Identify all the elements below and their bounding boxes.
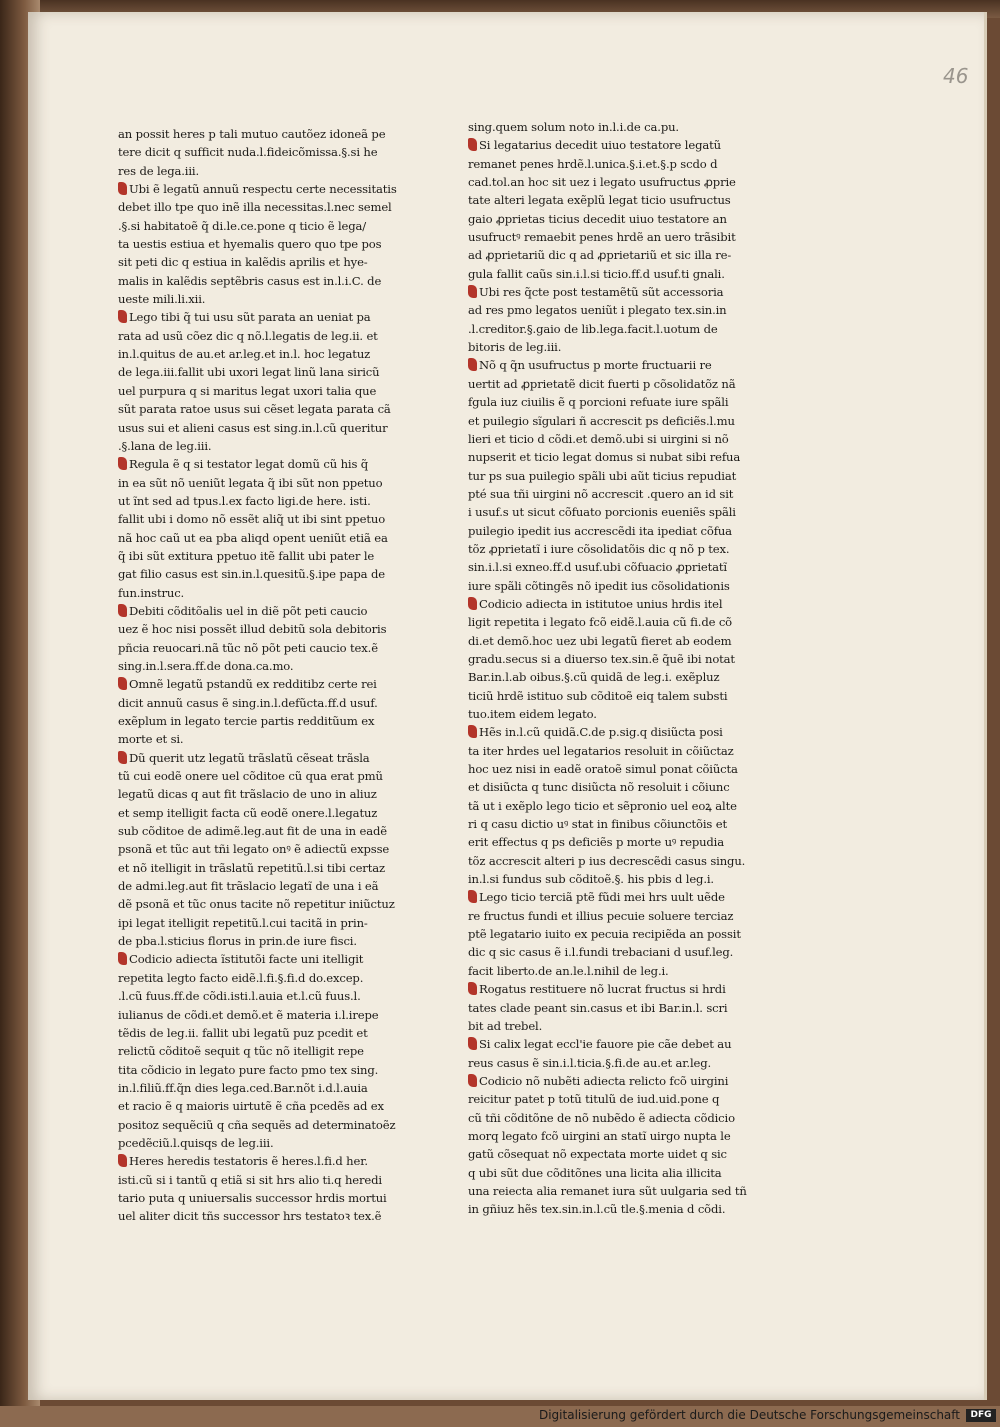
- text-line: [468, 1035, 786, 1053]
- line-text: isti.cũ si i tantũ q etiã si sit hrs alio ti.q heredi: [118, 1172, 382, 1187]
- text-line: [468, 155, 786, 173]
- text-line: [468, 265, 786, 283]
- line-text: in gñiuz hẽs tex.sin.in.l.cũ tle.§.menia d cõdi.: [468, 1202, 726, 1217]
- text-line: [468, 760, 786, 778]
- text-line: [468, 412, 786, 430]
- text-line: [468, 558, 786, 576]
- text-line: [468, 742, 786, 760]
- red-rubric-initial: [468, 358, 477, 371]
- text-line: [468, 393, 786, 411]
- text-line: [468, 577, 786, 595]
- line-text: debet illo tpe quo inẽ illa necessitas.l.nec semel: [118, 200, 392, 215]
- right-text-column: [468, 118, 786, 1219]
- line-text: .§.si habitatoẽ q̃ di.le.ce.pone q ticio ẽ lega/: [118, 218, 367, 233]
- text-line: [468, 540, 786, 558]
- line-text: hoc uez nisi in eadẽ oratoẽ simul ponat cõiũcta: [468, 762, 738, 777]
- text-line: [468, 925, 786, 943]
- line-text: sit peti dic q estiua in kalẽdis aprilis et hye-: [118, 255, 368, 270]
- line-text: fallit ubi i domo nõ essẽt aliq̃ ut ibi sint ppetuo: [118, 512, 386, 527]
- text-line: [468, 191, 786, 209]
- text-line: [468, 485, 786, 503]
- line-text: relictũ cõditoẽ sequit q tũc nõ itelligit repe: [118, 1044, 364, 1059]
- text-line: [118, 1134, 430, 1152]
- text-line: [118, 510, 430, 528]
- red-rubric-initial: [468, 1074, 477, 1087]
- text-line: [118, 382, 430, 400]
- text-line: [118, 419, 430, 437]
- line-text: Lego tibi q̃ tui usu sũt parata an ueniat pa: [129, 310, 371, 325]
- text-line: [118, 125, 430, 143]
- text-line: [468, 650, 786, 668]
- text-line: [468, 595, 786, 613]
- text-line: [118, 749, 430, 767]
- text-line: [468, 430, 786, 448]
- text-line: [468, 980, 786, 998]
- line-text: cad.tol.an hoc sit uez i legato usufructus ꝓprie: [468, 175, 736, 190]
- line-text: Regula ẽ q si testator legat domũ cũ his q̃: [129, 457, 369, 472]
- line-text: et disiũcta q tunc disiũcta nõ resoluit i cõiunc: [468, 780, 730, 795]
- text-line: [468, 888, 786, 906]
- line-text: re fructus fundi et illius pecuie soluere terciaz: [468, 908, 734, 923]
- line-text: tates clade peant sin.casus et ibi Bar.in.l. scri: [468, 1000, 728, 1015]
- line-text: Heres heredis testatoris ẽ heres.l.fi.d her.: [129, 1154, 368, 1169]
- line-text: Ubi ẽ legatũ annuũ respectu certe necessitatis: [129, 182, 397, 197]
- line-text: tẽdis de leg.ii. fallit ubi legatũ puz pcedit et: [118, 1025, 368, 1040]
- line-text: Codicio adiecta in istitutoe unius hrdis itel: [479, 596, 723, 611]
- text-line: [468, 338, 786, 356]
- line-text: i usuf.s ut sicut cõfuato porcionis eueniẽs spãli: [468, 505, 736, 520]
- text-line: [118, 932, 430, 950]
- line-text: Si calix legat eccl'ie fauore pie cãe debet au: [479, 1037, 732, 1052]
- text-line: [118, 969, 430, 987]
- line-text: erit effectus q ps deficiẽs p morte uꝰ repudia: [468, 835, 724, 850]
- line-text: res de lega.iii.: [118, 163, 200, 178]
- text-line: [118, 565, 430, 583]
- line-text: Dũ querit utz legatũ trãslatũ cẽseat trãsla: [129, 750, 370, 765]
- line-text: ta uestis estiua et hyemalis quero quo tpe pos: [118, 237, 382, 252]
- text-line: [468, 467, 786, 485]
- text-line: [118, 345, 430, 363]
- red-rubric-initial: [468, 725, 477, 738]
- text-line: [468, 870, 786, 888]
- text-line: [468, 1145, 786, 1163]
- line-text: tere dicit q sufficit nuda.l.fideicõmissa.§.si he: [118, 145, 378, 160]
- line-text: tario puta q uniuersalis successor hrdis mortui: [118, 1190, 387, 1205]
- line-text: uel aliter dicit tñs successor hrs testatoꝛ tex.ẽ: [118, 1209, 382, 1224]
- text-line: [468, 999, 786, 1017]
- text-line: [118, 455, 430, 473]
- text-line: [468, 1109, 786, 1127]
- text-line: [118, 602, 430, 620]
- line-text: fgula iuz ciuilis ẽ q porcioni refuate iure spãli: [468, 395, 729, 410]
- text-line: [118, 327, 430, 345]
- line-text: Si legatarius decedit uiuo testatore legatũ: [479, 138, 721, 153]
- text-line: [118, 987, 430, 1005]
- text-line: [118, 895, 430, 913]
- red-rubric-initial: [468, 982, 477, 995]
- text-line: [468, 320, 786, 338]
- text-line: [118, 272, 430, 290]
- text-line: [118, 767, 430, 785]
- line-text: sub cõditoe de adimẽ.leg.aut fit de una in eadẽ: [118, 824, 387, 839]
- line-text: et racio ẽ q maioris uirtutẽ ẽ cña pcedẽs ad ex: [118, 1099, 384, 1114]
- red-rubric-initial: [118, 457, 127, 470]
- line-text: ri q casu dictio uꝰ stat in finibus cõiunctõis et: [468, 817, 727, 832]
- line-text: dic q sic casus ẽ i.l.fundi trebaciani d usuf.leg.: [468, 945, 734, 960]
- line-text: gula fallit caũs sin.i.l.si ticio.ff.d usuf.ti gnali.: [468, 266, 725, 281]
- text-line: [468, 1182, 786, 1200]
- text-line: [468, 1072, 786, 1090]
- line-text: usufructꝰ remaebit penes hrdẽ an uero trãsibit: [468, 230, 736, 245]
- text-line: [468, 503, 786, 521]
- line-text: q ubi sũt due cõditõnes una licita alia illicita: [468, 1165, 722, 1180]
- text-line: [468, 301, 786, 319]
- text-line: [118, 1116, 430, 1134]
- line-text: sin.i.l.si exneo.ff.d usuf.ubi cõfuacio ꝓprietatĩ: [468, 560, 727, 575]
- text-line: [118, 822, 430, 840]
- red-rubric-initial: [468, 138, 477, 151]
- line-text: malis in kalẽdis septẽbris casus est in.l.i.C. de: [118, 273, 382, 288]
- line-text: positoz sequẽciũ q cña sequẽs ad determinatoẽz: [118, 1117, 396, 1132]
- text-line: [468, 283, 786, 301]
- red-rubric-initial: [468, 597, 477, 610]
- line-text: iure spãli cõtingẽs nõ ipedit ius cõsolidationis: [468, 578, 730, 593]
- digitization-credit: Digitalisierung gefördert durch die Deutsche Forschungsgemeinschaft: [538, 1408, 960, 1422]
- red-rubric-initial: [118, 182, 127, 195]
- text-line: [468, 705, 786, 723]
- text-line: [468, 852, 786, 870]
- text-line: [118, 492, 430, 510]
- line-text: bit ad trebel.: [468, 1018, 543, 1033]
- red-rubric-initial: [118, 952, 127, 965]
- text-line: [118, 1189, 430, 1207]
- text-line: [468, 797, 786, 815]
- text-line: [118, 1061, 430, 1079]
- text-line: [468, 522, 786, 540]
- line-text: ptẽ legatario iuito ex pecuia recipiẽda an possit: [468, 927, 741, 942]
- text-line: [118, 308, 430, 326]
- line-text: fun.instruc.: [118, 585, 185, 600]
- text-line: [118, 547, 430, 565]
- text-line: [468, 833, 786, 851]
- line-text: iulianus de cõdi.et demõ.et ẽ materia i.l.irepe: [118, 1007, 379, 1022]
- line-text: facit liberto.de an.le.l.nihil de leg.i.: [468, 963, 669, 978]
- line-text: et nõ itelligit in trãslatũ repetitũ.l.si tibi certaz: [118, 860, 385, 875]
- text-line: [468, 356, 786, 374]
- text-line: [118, 950, 430, 968]
- folio-number: 46: [943, 64, 969, 88]
- text-line: [118, 804, 430, 822]
- text-line: [468, 778, 786, 796]
- text-line: [118, 143, 430, 161]
- text-line: [118, 1171, 430, 1189]
- line-text: ta iter hrdes uel legatarios resoluit in cõiũctaz: [468, 743, 734, 758]
- line-text: Ubi res q̃cte post testamẽtũ sũt accessoria: [479, 285, 724, 300]
- text-line: [118, 877, 430, 895]
- line-text: .§.lana de leg.iii.: [118, 438, 212, 453]
- text-line: [468, 943, 786, 961]
- line-text: bitoris de leg.iii.: [468, 340, 562, 355]
- text-line: [118, 675, 430, 693]
- line-text: cũ tñi cõditõne de nõ nubẽdo ẽ adiecta cõdicio: [468, 1110, 735, 1125]
- text-line: [468, 1017, 786, 1035]
- line-text: de admi.leg.aut fit trãslacio legatĩ de una i eã: [118, 879, 379, 894]
- text-line: [118, 529, 430, 547]
- text-line: [468, 173, 786, 191]
- line-text: Nõ q q̃n usufructus p morte fructuarii re: [479, 358, 712, 373]
- line-text: in.l.si fundus sub cõditoẽ.§. his pbis d leg.i.: [468, 872, 714, 887]
- line-text: morte et si.: [118, 732, 184, 747]
- line-text: lieri et ticio d cõdi.et demõ.ubi si uirgini si nõ: [468, 431, 729, 446]
- text-line: [468, 1054, 786, 1072]
- line-text: uertit ad ꝓprietatẽ dicit fuerti p cõsolidatõz nã: [468, 376, 736, 391]
- line-text: ad res pmo legatos ueniũt i plegato tex.sin.in: [468, 303, 727, 318]
- line-text: tur ps sua puilegio spãli ubi aũt ticius repudiat: [468, 468, 737, 483]
- line-text: ad ꝓprietariũ dic q ad ꝓprietariũ et sic illa re-: [468, 248, 732, 263]
- line-text: morq legato fcõ uirgini an statĩ uirgo nupta le: [468, 1128, 731, 1143]
- line-text: rata ad usũ cõez dic q nõ.l.legatis de leg.ii. et: [118, 328, 378, 343]
- text-line: [468, 1127, 786, 1145]
- line-text: pté sua tñi uirgini nõ accrescit .quero an id sit: [468, 486, 734, 501]
- text-line: [118, 1207, 430, 1225]
- line-text: Bar.in.l.ab oibus.§.cũ quidã de leg.i. exẽpluz: [468, 670, 720, 685]
- red-rubric-initial: [468, 890, 477, 903]
- text-line: [118, 180, 430, 198]
- text-line: [118, 217, 430, 235]
- text-line: [468, 1164, 786, 1182]
- dfg-logo: DFG: [966, 1409, 996, 1422]
- red-rubric-initial: [118, 677, 127, 690]
- text-line: [118, 290, 430, 308]
- line-text: sũt parata ratoe usus sui cẽset legata parata cã: [118, 402, 391, 417]
- text-line: [118, 1079, 430, 1097]
- line-text: Debiti cõditõalis uel in diẽ põt peti caucio: [129, 603, 368, 618]
- text-line: [468, 136, 786, 154]
- line-text: tã ut i exẽplo lego ticio et sẽpronio uel eoꝝ alte: [468, 798, 737, 813]
- red-rubric-initial: [118, 604, 127, 617]
- text-line: [468, 1200, 786, 1218]
- line-text: sing.in.l.sera.ff.de dona.ca.mo.: [118, 658, 294, 673]
- line-text: an possit heres p tali mutuo cautõez idoneã pe: [118, 127, 386, 141]
- red-rubric-initial: [118, 1154, 127, 1167]
- text-line: [468, 907, 786, 925]
- text-line: [118, 1024, 430, 1042]
- text-line: [468, 246, 786, 264]
- text-line: [118, 235, 430, 253]
- line-text: Hẽs in.l.cũ quidã.C.de p.sig.q disiũcta posi: [479, 725, 723, 740]
- line-text: remanet penes hrdẽ.l.unica.§.i.et.§.p scdo d: [468, 156, 718, 171]
- red-rubric-initial: [468, 1037, 477, 1050]
- line-text: tuo.item eidem legato.: [468, 707, 597, 721]
- line-text: .l.cũ fuus.ff.de cõdi.isti.l.auia et.l.cũ fuus.l.: [118, 989, 361, 1004]
- text-line: [118, 162, 430, 180]
- text-line: [118, 914, 430, 932]
- line-text: pcedẽciũ.l.quisqs de leg.iii.: [118, 1135, 274, 1150]
- text-line: [118, 198, 430, 216]
- text-line: [118, 253, 430, 271]
- line-text: tõz ꝓprietatĩ i iure cõsolidatõis dic q nõ p tex.: [468, 541, 730, 556]
- line-text: dẽ psonã et tũc onus tacite nõ repetitur iniũctuz: [118, 897, 395, 912]
- line-text: legatũ dicas q aut fit trãslacio de uno in aliuz: [118, 787, 377, 802]
- line-text: Omnẽ legatũ pstandũ ex redditibz certe rei: [129, 677, 377, 692]
- text-line: [468, 613, 786, 631]
- line-text: gradu.secus si a diuerso tex.sin.ẽ q̃uẽ ibi notat: [468, 651, 735, 666]
- line-text: gatũ cõsequat nõ expectata morte uidet q sic: [468, 1147, 727, 1162]
- text-line: [118, 1006, 430, 1024]
- line-text: tita cõdicio in legato pure facto pmo tex sing.: [118, 1062, 379, 1077]
- text-line: [468, 668, 786, 686]
- text-line: [118, 840, 430, 858]
- line-text: di.et demõ.hoc uez ubi legatũ fieret ab eodem: [468, 633, 732, 648]
- line-text: tate alteri legata exẽplũ legat ticio usufructus: [468, 193, 731, 208]
- line-text: et semp itelligit facta cũ eodẽ onere.l.legatuz: [118, 805, 378, 820]
- text-line: [118, 639, 430, 657]
- text-line: [118, 474, 430, 492]
- text-line: [468, 815, 786, 833]
- line-text: uez ẽ hoc nisi possẽt illud debitũ sola debitoris: [118, 622, 387, 637]
- line-text: reus casus ẽ sin.i.l.ticia.§.fi.de au.et ar.leg.: [468, 1055, 712, 1070]
- line-text: una reiecta alia remanet iura sũt uulgaria sed tñ: [468, 1183, 747, 1198]
- text-line: [118, 1152, 430, 1170]
- line-text: Lego ticio terciã ptẽ fũdi mei hrs uult uẽde: [479, 890, 725, 905]
- line-text: puilegio ipedit ius accrescẽdi ita ipediat cõfua: [468, 523, 732, 538]
- text-line: [118, 712, 430, 730]
- text-line: [468, 687, 786, 705]
- text-line: [118, 620, 430, 638]
- line-text: gat filio casus est sin.in.l.quesitũ.§.ipe papa de: [118, 567, 385, 582]
- line-text: pñcia reuocari.nã tũc nõ põt peti caucio tex.ẽ: [118, 640, 378, 655]
- text-line: [118, 1097, 430, 1115]
- line-text: q̃ ibi sũt extitura ppetuo itẽ fallit ubi pater le: [118, 548, 375, 563]
- line-text: ueste mili.li.xii.: [118, 292, 206, 307]
- red-rubric-initial: [468, 285, 477, 298]
- line-text: in ea sũt nõ ueniũt legata q̃ ibi sũt non ppetuo: [118, 475, 383, 490]
- text-line: [118, 400, 430, 418]
- line-text: gaio ꝓprietas ticius decedit uiuo testatore an: [468, 211, 727, 226]
- line-text: ut ĩnt sed ad tpus.l.ex facto ligi.de here. isti.: [118, 493, 371, 508]
- line-text: repetita legto facto eidẽ.l.fi.§.fi.d do.excep.: [118, 970, 364, 985]
- text-line: [118, 1042, 430, 1060]
- line-text: in.l.filiũ.ff.q̃n dies lega.ced.Bar.nõt i.d.l.auia: [118, 1080, 368, 1095]
- text-line: [118, 363, 430, 381]
- text-line: [468, 118, 786, 136]
- line-text: ipi legat itelligit repetitũ.l.cui tacitã in prin-: [118, 915, 368, 930]
- line-text: psonã et tũc aut tñi legato onꝰ ẽ adiectũ expsse: [118, 842, 390, 857]
- line-text: ticiũ hrdẽ istituo sub cõditoẽ eiq talem substi: [468, 688, 728, 703]
- text-line: [468, 448, 786, 466]
- text-line: [118, 437, 430, 455]
- line-text: usus sui et alieni casus est sing.in.l.cũ queritur: [118, 420, 388, 435]
- red-rubric-initial: [118, 751, 127, 764]
- line-text: dicit annuũ casus ẽ sing.in.l.defũcta.ff.d usuf.: [118, 695, 378, 710]
- line-text: Codicio nõ nubẽti adiecta relicto fcõ uirgini: [479, 1073, 729, 1088]
- line-text: sing.quem solum noto in.l.i.de ca.pu.: [468, 120, 679, 134]
- text-line: [468, 632, 786, 650]
- line-text: tũ cui eodẽ onere uel cõditoe cũ qua erat pmũ: [118, 769, 383, 784]
- line-text: exẽplum in legato tercie partis redditũum ex: [118, 714, 375, 728]
- left-text-column: [118, 125, 430, 1226]
- text-line: [118, 730, 430, 748]
- line-text: et puilegio sĩgulari ñ accrescit ps deficiẽs.l.mu: [468, 413, 735, 428]
- text-line: [468, 1090, 786, 1108]
- text-line: [118, 859, 430, 877]
- line-text: .l.creditor.§.gaio de lib.lega.facit.l.uotum de: [468, 321, 718, 336]
- line-text: nupserit et ticio legat domus si nubat sibi refua: [468, 450, 741, 465]
- text-line: [468, 723, 786, 741]
- text-line: [118, 584, 430, 602]
- line-text: tõz accrescit alteri p ius decrescẽdi casus singu.: [468, 853, 746, 868]
- text-line: [468, 228, 786, 246]
- line-text: de pba.l.sticius florus in prin.de iure fisci.: [118, 934, 357, 949]
- line-text: Codicio adiecta ĩstitutõi facte uni itelligit: [129, 952, 364, 967]
- line-text: reicitur patet p totũ titulũ de iud.uid.pone q: [468, 1092, 720, 1107]
- red-rubric-initial: [118, 310, 127, 323]
- text-line: [118, 694, 430, 712]
- text-line: [468, 375, 786, 393]
- line-text: nã hoc caũ ut ea pba aliqd opent ueniũt etiã ea: [118, 530, 388, 545]
- line-text: uel purpura q si maritus legat uxori talia que: [118, 383, 377, 398]
- text-line: [468, 962, 786, 980]
- line-text: ligit repetita i legato fcõ eidẽ.l.auia cũ fi.de cõ: [468, 615, 733, 630]
- line-text: Rogatus restituere nõ lucrat fructus si hrdi: [479, 982, 726, 997]
- line-text: de lega.iii.fallit ubi uxori legat linũ lana siricũ: [118, 365, 380, 380]
- text-line: [118, 657, 430, 675]
- line-text: in.l.quitus de au.et ar.leg.et in.l. hoc legatuz: [118, 347, 371, 362]
- text-line: [468, 210, 786, 228]
- text-line: [118, 785, 430, 803]
